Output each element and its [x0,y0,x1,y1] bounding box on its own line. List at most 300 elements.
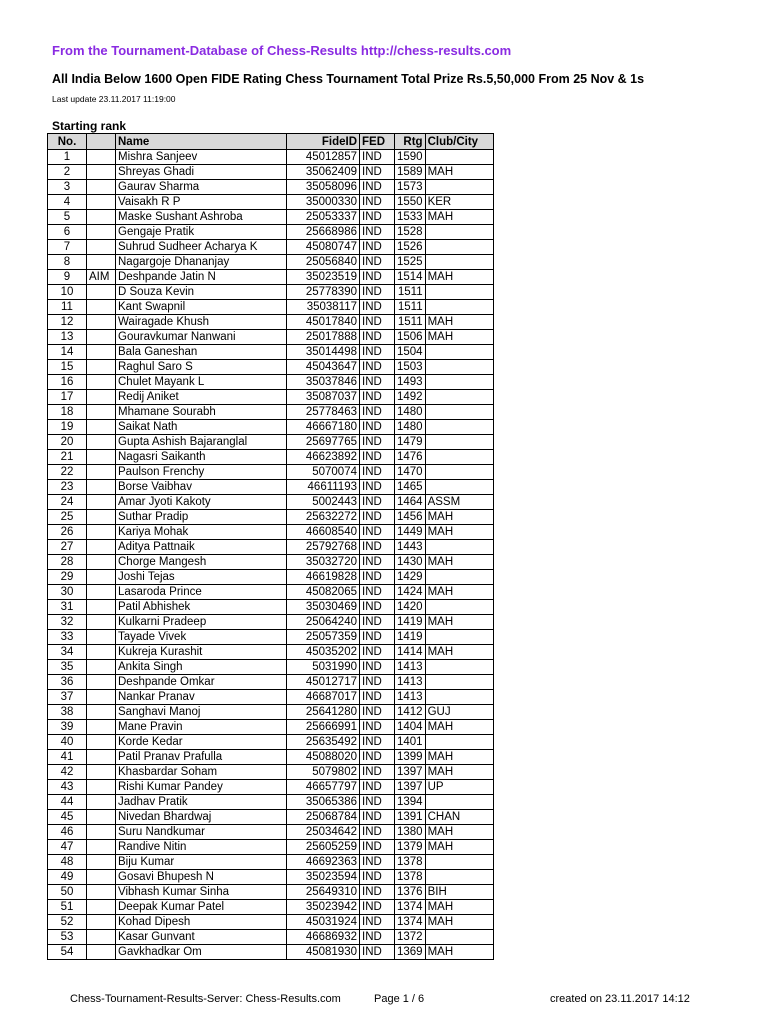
cell-club [425,345,493,360]
cell-club: KER [425,195,493,210]
cell-club [425,435,493,450]
cell-title [87,585,116,600]
cell-no: 3 [48,180,87,195]
table-row [48,450,494,465]
cell-fed: IND [360,495,395,510]
cell-name: Lasaroda Prince [116,585,287,600]
cell-club: MAH [425,165,493,180]
table-row [48,720,494,735]
cell-fideid: 35023519 [287,270,360,285]
cell-title [87,885,116,900]
cell-fed: IND [360,420,395,435]
cell-no: 13 [48,330,87,345]
cell-fed: IND [360,630,395,645]
cell-fed: IND [360,330,395,345]
cell-name: Suhrud Sudheer Acharya K [116,240,287,255]
cell-no: 24 [48,495,87,510]
cell-fideid: 45012857 [287,150,360,165]
cell-name: Mishra Sanjeev [116,150,287,165]
cell-title [87,750,116,765]
cell-title [87,405,116,420]
cell-name: Tayade Vivek [116,630,287,645]
cell-title [87,180,116,195]
table-row [48,180,494,195]
cell-fed: IND [360,825,395,840]
cell-fideid: 35014498 [287,345,360,360]
table-row [48,435,494,450]
col-title [87,134,116,150]
table-row [48,375,494,390]
cell-name: Chorge Mangesh [116,555,287,570]
cell-club [425,450,493,465]
cell-rtg: 1374 [395,900,426,915]
cell-title: AIM [87,270,116,285]
table-row [48,270,494,285]
cell-club [425,675,493,690]
cell-fideid: 46608540 [287,525,360,540]
cell-fideid: 25068784 [287,810,360,825]
table-row [48,765,494,780]
table-row [48,540,494,555]
cell-title [87,420,116,435]
cell-fed: IND [360,285,395,300]
cell-no: 39 [48,720,87,735]
cell-name: Ankita Singh [116,660,287,675]
cell-no: 48 [48,855,87,870]
cell-name: Saikat Nath [116,420,287,435]
cell-rtg: 1397 [395,765,426,780]
cell-club [425,930,493,945]
cell-fed: IND [360,150,395,165]
cell-name: Gaurav Sharma [116,180,287,195]
cell-rtg: 1413 [395,675,426,690]
col-no: No. [48,134,87,150]
cell-no: 4 [48,195,87,210]
cell-no: 16 [48,375,87,390]
cell-no: 45 [48,810,87,825]
cell-name: Gosavi Bhupesh N [116,870,287,885]
cell-rtg: 1430 [395,555,426,570]
cell-rtg: 1397 [395,780,426,795]
cell-name: Kukreja Kurashit [116,645,287,660]
table-body [48,150,494,960]
cell-fed: IND [360,180,395,195]
cell-rtg: 1419 [395,615,426,630]
cell-fed: IND [360,450,395,465]
table-row [48,615,494,630]
cell-no: 2 [48,165,87,180]
table-row [48,360,494,375]
cell-fed: IND [360,360,395,375]
cell-rtg: 1404 [395,720,426,735]
table-header-row [48,134,494,150]
cell-club [425,600,493,615]
cell-rtg: 1465 [395,480,426,495]
last-update: Last update 23.11.2017 11:19:00 [52,94,176,104]
cell-title [87,285,116,300]
cell-club [425,300,493,315]
cell-club [425,870,493,885]
table-row [48,240,494,255]
cell-no: 36 [48,675,87,690]
cell-fideid: 46623892 [287,450,360,465]
cell-fideid: 25778390 [287,285,360,300]
cell-no: 30 [48,585,87,600]
cell-fideid: 35000330 [287,195,360,210]
cell-club [425,540,493,555]
cell-rtg: 1480 [395,420,426,435]
table-row [48,915,494,930]
cell-title [87,615,116,630]
cell-rtg: 1504 [395,345,426,360]
cell-title [87,315,116,330]
cell-no: 46 [48,825,87,840]
table-row [48,780,494,795]
cell-no: 19 [48,420,87,435]
cell-rtg: 1526 [395,240,426,255]
cell-club [425,570,493,585]
cell-name: Paulson Frenchy [116,465,287,480]
table-row [48,480,494,495]
cell-fed: IND [360,855,395,870]
cell-name: Rishi Kumar Pandey [116,780,287,795]
cell-no: 41 [48,750,87,765]
cell-no: 23 [48,480,87,495]
cell-rtg: 1464 [395,495,426,510]
cell-title [87,150,116,165]
cell-title [87,480,116,495]
cell-title [87,465,116,480]
cell-name: Kant Swapnil [116,300,287,315]
cell-title [87,570,116,585]
table-row [48,165,494,180]
cell-club: MAH [425,720,493,735]
cell-title [87,165,116,180]
cell-rtg: 1479 [395,435,426,450]
cell-no: 17 [48,390,87,405]
cell-fideid: 46692363 [287,855,360,870]
cell-club: MAH [425,900,493,915]
cell-club: MAH [425,555,493,570]
cell-rtg: 1511 [395,315,426,330]
cell-title [87,720,116,735]
cell-name: Wairagade Khush [116,315,287,330]
cell-fed: IND [360,255,395,270]
col-rtg: Rtg [395,134,426,150]
cell-no: 20 [48,435,87,450]
cell-name: Nivedan Bhardwaj [116,810,287,825]
cell-fideid: 35032720 [287,555,360,570]
cell-fed: IND [360,900,395,915]
cell-rtg: 1470 [395,465,426,480]
cell-no: 52 [48,915,87,930]
cell-rtg: 1511 [395,285,426,300]
cell-fed: IND [360,810,395,825]
cell-name: Chulet Mayank L [116,375,287,390]
table-row [48,690,494,705]
cell-fed: IND [360,195,395,210]
cell-name: Redij Aniket [116,390,287,405]
cell-rtg: 1391 [395,810,426,825]
cell-no: 43 [48,780,87,795]
cell-title [87,780,116,795]
cell-name: Mane Pravin [116,720,287,735]
cell-no: 22 [48,465,87,480]
tournament-title: All India Below 1600 Open FIDE Rating Chess Tournament Total Prize Rs.5,50,000 From 25 Nov & 1s [52,72,645,86]
cell-fideid: 25053337 [287,210,360,225]
cell-rtg: 1374 [395,915,426,930]
cell-title [87,210,116,225]
cell-no: 31 [48,600,87,615]
cell-club [425,855,493,870]
cell-name: Amar Jyoti Kakoty [116,495,287,510]
cell-no: 37 [48,690,87,705]
table-row [48,150,494,165]
cell-rtg: 1476 [395,450,426,465]
cell-title [87,360,116,375]
cell-rtg: 1414 [395,645,426,660]
cell-club: MAH [425,840,493,855]
cell-title [87,660,116,675]
cell-rtg: 1550 [395,195,426,210]
cell-title [87,345,116,360]
cell-name: Patil Abhishek [116,600,287,615]
cell-club [425,180,493,195]
cell-title [87,735,116,750]
cell-rtg: 1589 [395,165,426,180]
cell-club: MAH [425,525,493,540]
cell-fed: IND [360,690,395,705]
cell-no: 34 [48,645,87,660]
cell-name: Khasbardar Soham [116,765,287,780]
table-row [48,795,494,810]
cell-fideid: 35037846 [287,375,360,390]
table-row [48,945,494,960]
cell-name: D Souza Kevin [116,285,287,300]
cell-rtg: 1511 [395,300,426,315]
cell-club [425,735,493,750]
cell-rtg: 1493 [395,375,426,390]
cell-fideid: 25605259 [287,840,360,855]
cell-fideid: 35058096 [287,180,360,195]
cell-fideid: 35023942 [287,900,360,915]
cell-fideid: 25666991 [287,720,360,735]
cell-title [87,765,116,780]
cell-fideid: 46667180 [287,420,360,435]
cell-club [425,660,493,675]
cell-title [87,510,116,525]
col-club: Club/City [425,134,493,150]
cell-club: MAH [425,945,493,960]
cell-rtg: 1514 [395,270,426,285]
table-row [48,345,494,360]
cell-no: 1 [48,150,87,165]
cell-fed: IND [360,525,395,540]
cell-rtg: 1380 [395,825,426,840]
table-row [48,255,494,270]
cell-club [425,690,493,705]
cell-title [87,870,116,885]
cell-title [87,375,116,390]
table-row [48,330,494,345]
cell-fed: IND [360,315,395,330]
cell-no: 33 [48,630,87,645]
cell-fed: IND [360,795,395,810]
table-row [48,600,494,615]
cell-fideid: 25697765 [287,435,360,450]
cell-name: Korde Kedar [116,735,287,750]
table-row [48,495,494,510]
cell-rtg: 1429 [395,570,426,585]
cell-name: Deshpande Jatin N [116,270,287,285]
cell-fed: IND [360,885,395,900]
cell-name: Nagargoje Dhananjay [116,255,287,270]
cell-rtg: 1492 [395,390,426,405]
cell-no: 27 [48,540,87,555]
cell-no: 29 [48,570,87,585]
cell-rtg: 1503 [395,360,426,375]
cell-fed: IND [360,390,395,405]
cell-name: Nankar Pranav [116,690,287,705]
cell-rtg: 1401 [395,735,426,750]
table-row [48,285,494,300]
table-row [48,900,494,915]
cell-fideid: 25017888 [287,330,360,345]
cell-title [87,705,116,720]
cell-club [425,480,493,495]
cell-fed: IND [360,435,395,450]
cell-fed: IND [360,465,395,480]
cell-name: Raghul Saro S [116,360,287,375]
cell-title [87,900,116,915]
col-fed: FED [360,134,395,150]
table-row [48,660,494,675]
cell-club: MAH [425,585,493,600]
cell-no: 25 [48,510,87,525]
table-row [48,510,494,525]
cell-fideid: 46686932 [287,930,360,945]
cell-name: Mhamane Sourabh [116,405,287,420]
cell-fed: IND [360,765,395,780]
cell-name: Shreyas Ghadi [116,165,287,180]
table-row [48,405,494,420]
cell-club: MAH [425,510,493,525]
cell-name: Gupta Ashish Bajaranglal [116,435,287,450]
cell-title [87,840,116,855]
cell-rtg: 1399 [395,750,426,765]
cell-fed: IND [360,375,395,390]
table-row [48,855,494,870]
cell-fed: IND [360,750,395,765]
cell-club: MAH [425,825,493,840]
cell-title [87,675,116,690]
cell-fideid: 35065386 [287,795,360,810]
cell-rtg: 1480 [395,405,426,420]
cell-fed: IND [360,270,395,285]
table-row [48,825,494,840]
cell-fideid: 25778463 [287,405,360,420]
cell-fed: IND [360,555,395,570]
cell-rtg: 1573 [395,180,426,195]
cell-name: Patil Pranav Prafulla [116,750,287,765]
table-row [48,225,494,240]
cell-fed: IND [360,480,395,495]
cell-name: Gavkhadkar Om [116,945,287,960]
cell-fideid: 25056840 [287,255,360,270]
cell-fideid: 35023594 [287,870,360,885]
cell-fed: IND [360,870,395,885]
cell-club [425,405,493,420]
cell-title [87,795,116,810]
footer-page: Page 1 / 6 [374,993,425,1005]
cell-name: Vaisakh R P [116,195,287,210]
cell-no: 26 [48,525,87,540]
cell-fideid: 45081930 [287,945,360,960]
cell-title [87,555,116,570]
table-row [48,930,494,945]
cell-fed: IND [360,345,395,360]
cell-fideid: 45088020 [287,750,360,765]
cell-no: 12 [48,315,87,330]
table-row [48,570,494,585]
cell-rtg: 1525 [395,255,426,270]
starting-rank-table [47,133,494,960]
cell-fed: IND [360,405,395,420]
table-row [48,555,494,570]
cell-fed: IND [360,735,395,750]
cell-title [87,915,116,930]
cell-rtg: 1456 [395,510,426,525]
col-fideid: FideID [287,134,360,150]
cell-fideid: 46619828 [287,570,360,585]
cell-club [425,390,493,405]
cell-title [87,300,116,315]
cell-fideid: 45080747 [287,240,360,255]
cell-club [425,795,493,810]
cell-fed: IND [360,720,395,735]
cell-rtg: 1419 [395,630,426,645]
cell-title [87,255,116,270]
cell-club: CHAN [425,810,493,825]
table-row [48,300,494,315]
cell-fed: IND [360,300,395,315]
cell-name: Joshi Tejas [116,570,287,585]
cell-title [87,630,116,645]
cell-rtg: 1420 [395,600,426,615]
cell-no: 35 [48,660,87,675]
cell-fideid: 25034642 [287,825,360,840]
cell-no: 38 [48,705,87,720]
cell-title [87,930,116,945]
cell-fideid: 46657797 [287,780,360,795]
cell-fed: IND [360,540,395,555]
cell-fed: IND [360,225,395,240]
cell-fideid: 45043647 [287,360,360,375]
cell-club: BIH [425,885,493,900]
cell-name: Kasar Gunvant [116,930,287,945]
cell-fed: IND [360,615,395,630]
cell-club [425,285,493,300]
cell-no: 11 [48,300,87,315]
cell-name: Gengaje Pratik [116,225,287,240]
table-row [48,465,494,480]
cell-club [425,240,493,255]
cell-rtg: 1424 [395,585,426,600]
cell-title [87,645,116,660]
cell-fed: IND [360,780,395,795]
cell-no: 47 [48,840,87,855]
cell-no: 21 [48,450,87,465]
